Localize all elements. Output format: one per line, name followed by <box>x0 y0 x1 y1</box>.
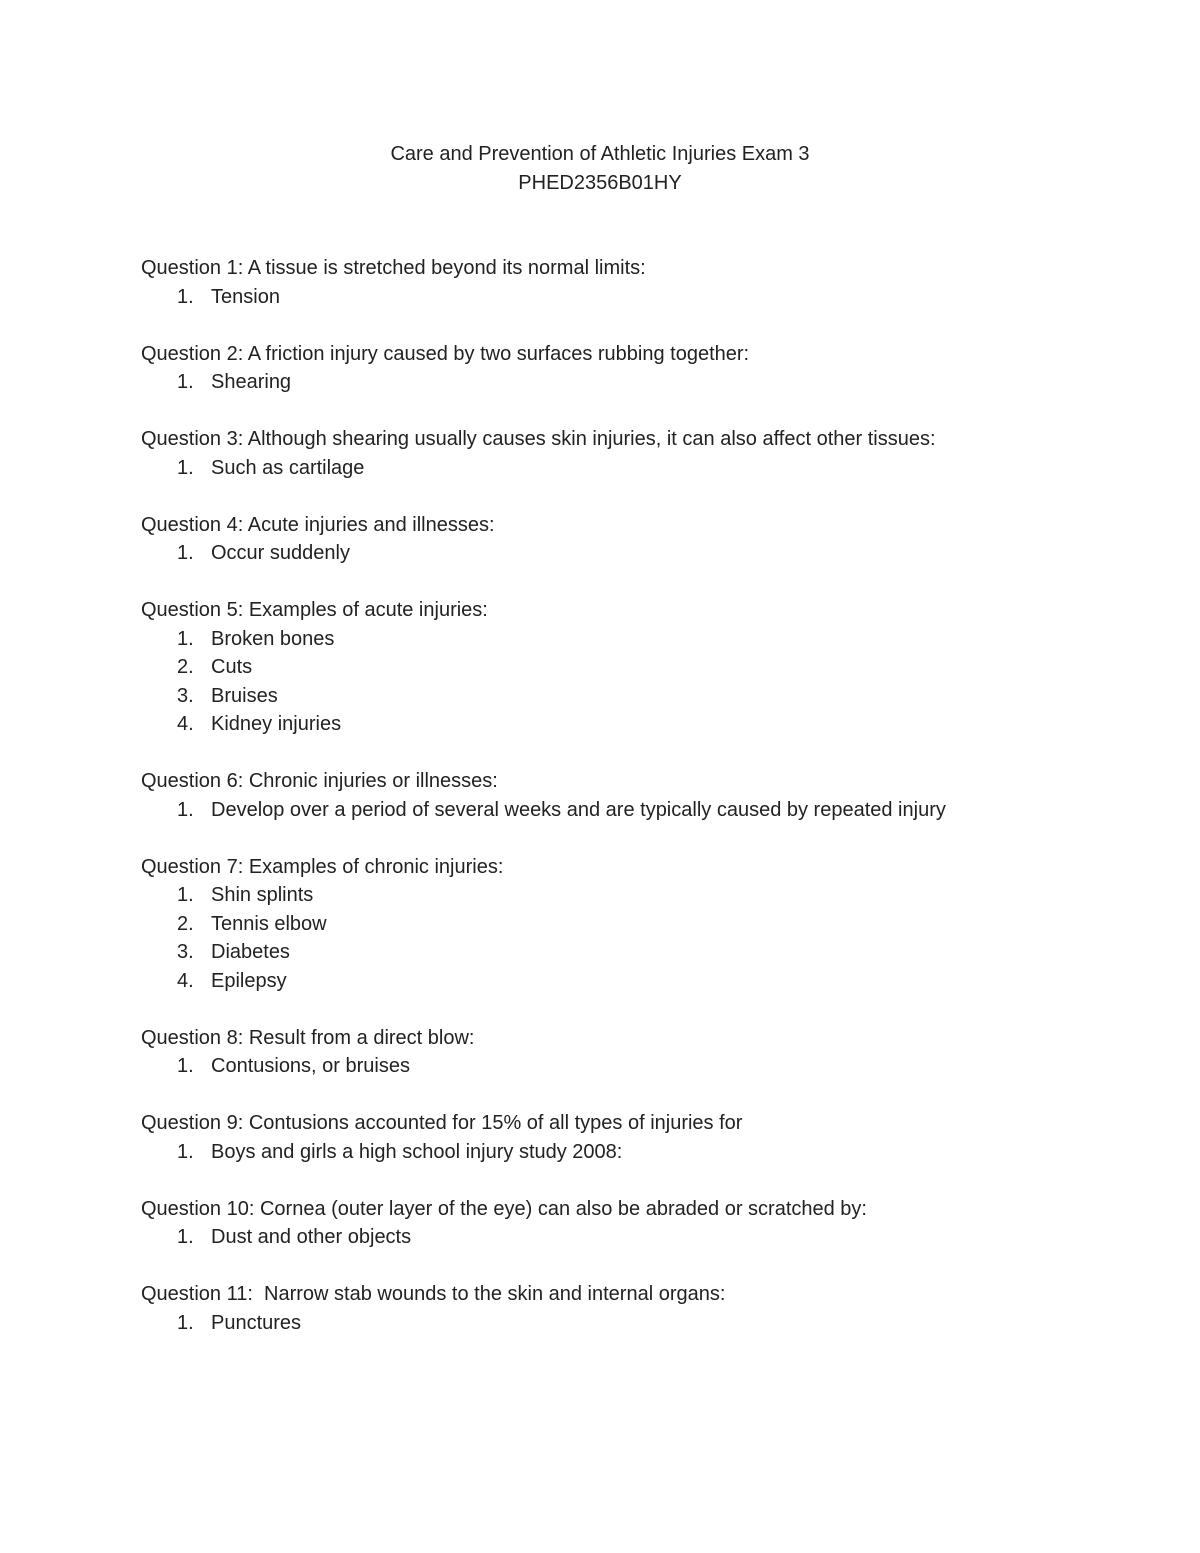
answer-text: Occur suddenly <box>211 542 350 564</box>
question-text: Question 5: Examples of acute injuries: <box>141 599 488 621</box>
question-text: Question 7: Examples of chronic injuries: <box>141 855 504 878</box>
answer-item <box>141 1052 1141 1081</box>
answer-text: Develop over a period of several weeks and are typically caused by repeated injury <box>211 798 946 821</box>
question-block <box>141 340 1141 397</box>
answer-text: Diabetes <box>211 941 290 963</box>
answer-item <box>141 283 1141 312</box>
answer-text: Broken bones <box>211 627 335 650</box>
question-block <box>141 853 1141 996</box>
answer-item <box>141 653 1141 682</box>
answer-list <box>141 539 1141 568</box>
answer-number: 1. <box>177 1311 194 1334</box>
answer-number: 2. <box>177 656 194 678</box>
answer-item <box>141 625 1141 654</box>
answer-number: 2. <box>177 912 194 935</box>
question-block <box>141 1024 1141 1081</box>
document-header <box>0 140 1200 197</box>
answer-number: 1. <box>177 1226 194 1248</box>
answer-text: Such as cartilage <box>211 456 365 479</box>
question-block <box>141 1195 1141 1252</box>
answer-item <box>141 1309 1141 1338</box>
answer-text: Dust and other objects <box>211 1226 412 1248</box>
question-block <box>141 425 1141 482</box>
answer-list <box>141 881 1141 995</box>
question-block <box>141 254 1141 311</box>
answer-number: 1. <box>177 627 194 650</box>
answer-number: 1. <box>177 542 194 564</box>
question-text: Question 2: A friction injury caused by two surfaces rubbing together: <box>141 342 750 365</box>
answer-item <box>141 710 1141 739</box>
answer-number: 4. <box>177 969 194 992</box>
question-block <box>141 767 1141 824</box>
answer-number: 1. <box>177 1140 194 1163</box>
answer-text: Epilepsy <box>211 969 287 992</box>
answer-list <box>141 368 1141 397</box>
answer-number: 1. <box>177 285 194 308</box>
question-text: Question 11: Narrow stab wounds to the skin and internal organs: <box>141 1283 726 1305</box>
answer-item <box>141 796 1141 825</box>
answer-item <box>141 454 1141 483</box>
answer-item <box>141 1138 1141 1167</box>
answer-text: Tennis elbow <box>211 912 327 935</box>
answer-list <box>141 1223 1141 1252</box>
answer-list <box>141 796 1141 825</box>
answer-text: Boys and girls a high school injury study 2008: <box>211 1140 623 1163</box>
question-text: Question 3: Although shearing usually causes skin injuries, it can also affect other tissues: <box>141 428 936 450</box>
answer-item <box>141 881 1141 910</box>
question-block <box>141 1109 1141 1166</box>
question-text: Question 8: Result from a direct blow: <box>141 1026 475 1049</box>
answer-text: Tension <box>211 285 280 308</box>
answer-list <box>141 1138 1141 1167</box>
answer-number: 3. <box>177 941 194 963</box>
answer-list <box>141 454 1141 483</box>
question-text: Question 4: Acute injuries and illnesses: <box>141 513 495 536</box>
answer-item <box>141 967 1141 996</box>
answer-item <box>141 938 1141 967</box>
question-text: Question 10: Cornea (outer layer of the eye) can also be abraded or scratched by: <box>141 1197 867 1220</box>
question-block <box>141 1280 1141 1337</box>
answer-text: Cuts <box>211 656 253 678</box>
answer-number: 1. <box>177 371 194 393</box>
answer-list <box>141 1052 1141 1081</box>
answer-number: 1. <box>177 798 194 821</box>
question-list <box>141 254 1141 1366</box>
answer-item <box>141 910 1141 939</box>
answer-text: Shearing <box>211 371 292 393</box>
answer-item <box>141 368 1141 397</box>
answer-text: Bruises <box>211 684 278 707</box>
answer-number: 1. <box>177 884 194 906</box>
answer-number: 3. <box>177 684 194 707</box>
answer-text: Shin splints <box>211 884 314 906</box>
question-text: Question 9: Contusions accounted for 15% of all types of injuries for <box>141 1112 743 1134</box>
answer-text: Contusions, or bruises <box>211 1055 410 1077</box>
answer-list <box>141 625 1141 739</box>
question-text: Question 6: Chronic injuries or illnesses: <box>141 770 498 792</box>
answer-number: 4. <box>177 713 194 735</box>
answer-item <box>141 539 1141 568</box>
question-block <box>141 596 1141 739</box>
answer-list <box>141 1309 1141 1338</box>
question-block <box>141 511 1141 568</box>
answer-number: 1. <box>177 1055 194 1077</box>
course-code: PHED2356B01HY <box>518 171 682 194</box>
document-title: Care and Prevention of Athletic Injuries Exam 3 <box>390 143 810 165</box>
answer-item <box>141 1223 1141 1252</box>
answer-text: Punctures <box>211 1311 302 1334</box>
answer-number: 1. <box>177 456 194 479</box>
answer-text: Kidney injuries <box>211 713 342 735</box>
answer-list <box>141 283 1141 312</box>
answer-item <box>141 682 1141 711</box>
question-text: Question 1: A tissue is stretched beyond its normal limits: <box>141 257 646 279</box>
